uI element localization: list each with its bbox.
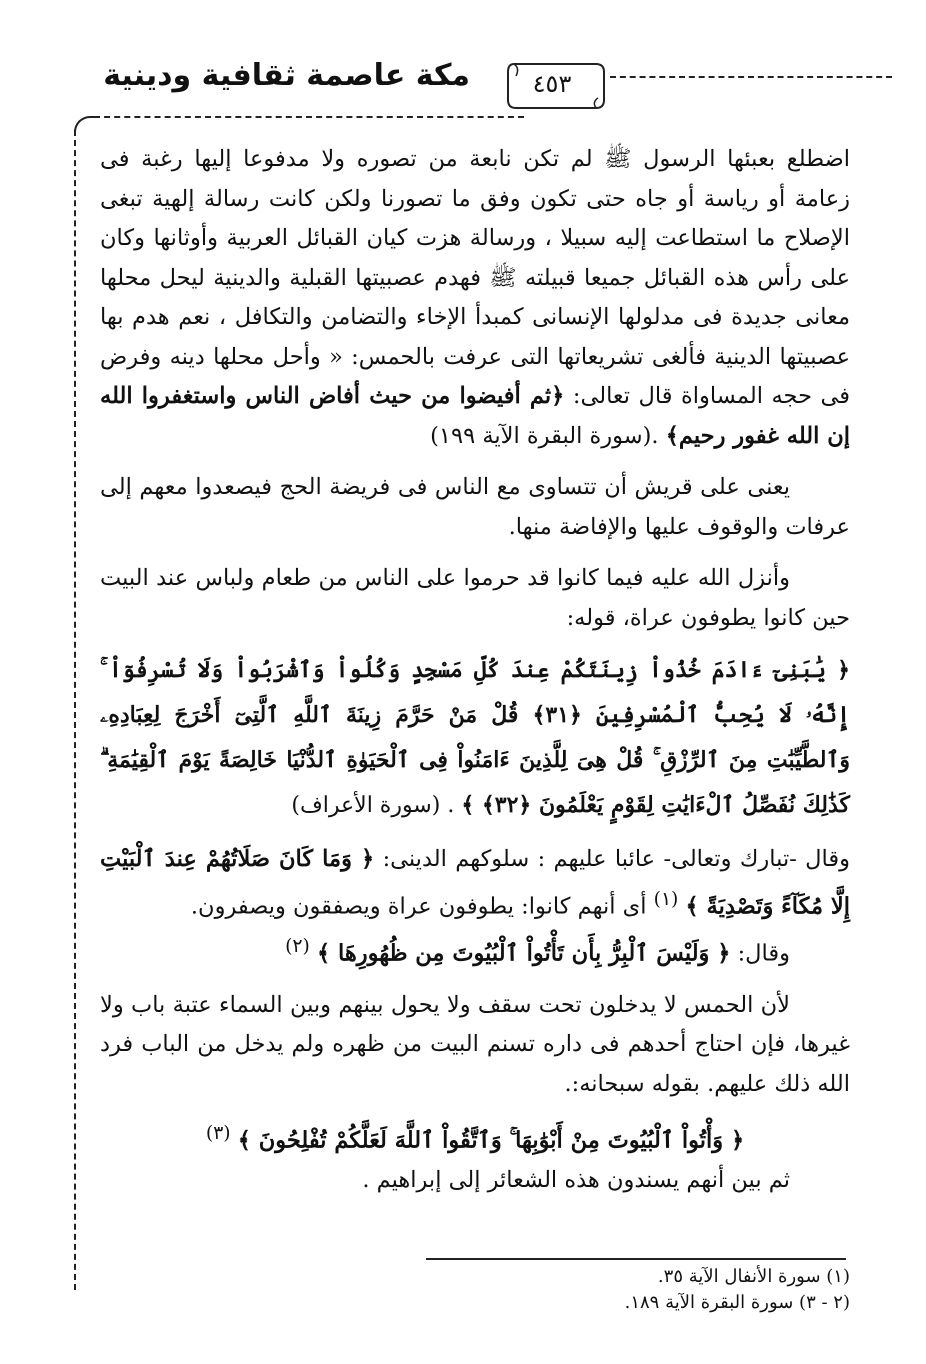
footnote-ref: (١) (653, 888, 679, 910)
paragraph-text: أى أنهم كانوا: يطوفون عراة ويصفقون ويصفرون. (190, 893, 647, 919)
footnote-ref: (٣) (205, 1123, 231, 1144)
paragraph-text: لأن الحمس لا يدخلون تحت سقف ولا يحول بينهم وبين السماء عتبة باب ولا غيرها، فإن احتاج أحدهم فى داره تسنم البيت من ظهره ولم يدخل من الباب فرد الله ذلك عليهم. بقوله سبحانه:. (100, 991, 850, 1097)
footnote-rule (426, 1258, 846, 1260)
paragraph (100, 927, 850, 974)
quran-verse: ﴿ثم أفيضوا من حيث أفاض الناس واستغفروا الله إن الله غفور رحيم﴾ (100, 383, 850, 449)
paragraph-text: وأنزل الله عليه فيما كانوا قد حرموا على الناس من طعام ولباس عند البيت حين كانوا يطوفون عراة، قوله: (100, 565, 850, 631)
running-title: مكة عاصمة ثقافية ودينية (103, 58, 470, 93)
paragraph (100, 840, 850, 927)
paragraph-text: ثم بين أنهم يسندون هذه الشعائر إلى إبراهيم . (362, 1167, 790, 1193)
main-text (100, 140, 850, 1201)
header-dashed-rule (610, 76, 892, 78)
page-number: ٤٥٣ (532, 70, 572, 98)
quran-block (100, 1114, 850, 1161)
verse-source: .(سورة البقرة الآية ١٩٩) (430, 422, 659, 449)
quran-verse: ﴿ وَلَيْسَ ٱلْبِرُّ بِأَن تَأْتُواْ ٱلْبُيُوتَ مِن ظُهُورِهَا ﴾ (316, 940, 731, 966)
quran-block (100, 648, 850, 828)
verse-source: . (سورة الأعراف) (291, 793, 455, 818)
quran-verse: ﴿ يَٰبَنِىٓ ءَادَمَ خُذُواْ زِينَتَكُمْ عِندَ كُلِّ مَسْجِدٍ وَكُلُواْ وَٱشْرَبُواْ وَلَا تُسْرِفُوٓاْ ۚ إِنَّهُۥ لَا يُحِبُّ ٱلْمُسْرِفِينَ ﴿٣١﴾ قُلْ مَنْ حَرَّمَ زِينَةَ ٱللَّهِ ٱلَّتِىٓ أَخْرَجَ لِعِبَادِهِۦ وَٱلطَّيِّبَٰتِ مِنَ ٱلرِّزْقِ ۚ قُلْ هِىَ لِلَّذِينَ ءَامَنُواْ فِى ٱلْحَيَوٰةِ ٱلدُّنْيَا خَالِصَةً يَوْمَ ٱلْقِيَٰمَةِ ۗ كَذَٰلِكَ نُفَصِّلُ ٱلْءَايَٰتِ لِقَوْمٍ يَعْلَمُونَ ﴿٣٢﴾ ﴾ (100, 657, 850, 818)
paragraph (100, 140, 850, 456)
paragraph (100, 468, 850, 547)
paragraph-text: يعنى على قريش أن تتساوى مع الناس فى فريضة الحج فيصعدوا معهم إلى عرفات والوقوف عليها والإفاضة منها. (100, 474, 850, 540)
footnotes (420, 1264, 850, 1316)
quran-verse: ﴿ وَمَا كَانَ صَلَاتُهُمْ عِندَ ٱلْبَيْتِ إِلَّا مُكَآءً وَتَصْدِيَةً ﴾ (100, 846, 850, 919)
footnote: (٢ - ٣) سورة البقرة الآية ١٨٩. (624, 1292, 850, 1313)
frame-corner (74, 116, 98, 134)
frame-top-rule (94, 116, 524, 118)
paragraph (100, 1161, 850, 1201)
paragraph-text: وقال: (737, 940, 790, 966)
paragraph-text: وقال -تبارك وتعالى- عائبا عليهم : سلوكهم الدينى: (382, 846, 851, 872)
paragraph (100, 559, 850, 638)
frame-left-rule (74, 130, 76, 1290)
paragraph (100, 986, 850, 1105)
quran-verse: ﴿ وَأْتُواْ ٱلْبُيُوتَ مِنْ أَبْوَٰبِهَا ۚ وَٱتَّقُواْ ٱللَّهَ لَعَلَّكُمْ تُفْلِحُونَ ﴾ (237, 1127, 745, 1154)
footnote: (١) سورة الأنفال الآية ٣٥. (657, 1266, 850, 1287)
paragraph-text: اضطلع بعبئها الرسول ﷺ لم تكن نابعة من تصوره ولا مدفوعا إليها رغبة فى زعامة أو رياسة أو جاه حتى تكون وفق ما تصورنا ولكن كانت رسالة إلهية تبغى الإصلاح ما استطاعت إليه سبيلا ، ورسالة هزت كيان القبائل العربية وأوثانها وكان على رأس هذه القبائل جميعا قبيلته ﷺ فهدم عصبيتها القبلية والدينية ليحل محلها معانى جديدة فى مدلولها الإنسانى كمبدأ الإخاء والتضامن والتكافل ، نعم هدم بها عصبيتها الدينية فألغى تشريعاتها التى عرفت بالحمس: « وأحل محلها دينه وفرض فى حجه المساواة قال تعالى: (100, 146, 850, 409)
footnote-ref: (٢) (285, 935, 310, 957)
